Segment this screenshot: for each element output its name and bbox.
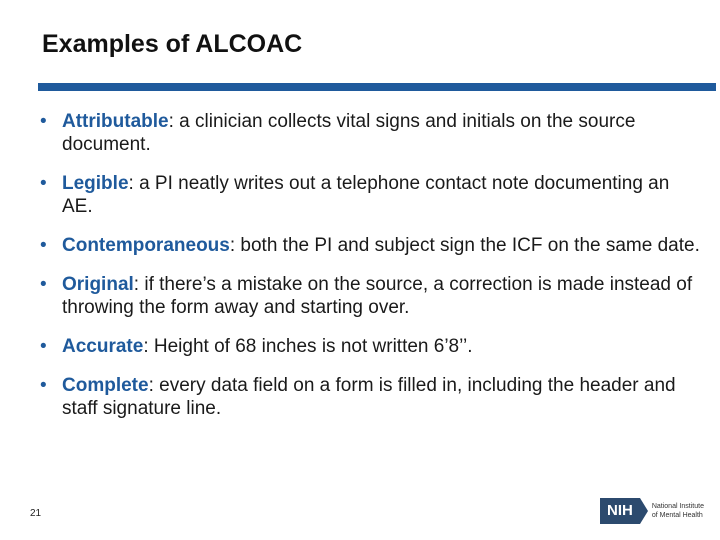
bullet-text: : a PI neatly writes out a telephone contact note documenting an AE. [62, 173, 670, 217]
bullet-term: Complete [62, 375, 149, 396]
bullet-text: : a clinician collects vital signs and initials on the source document. [62, 111, 636, 155]
slide-title: Examples of ALCOAC [42, 30, 303, 58]
bullet-text: : both the PI and subject sign the ICF on the same date. [229, 235, 700, 256]
bullet-text: : if there’s a mistake on the source, a correction is made instead of throwing the form away and starting over. [62, 274, 693, 318]
bullet-dot-icon: • [40, 336, 47, 357]
bullet-text: : every data field on a form is filled in, including the header and staff signature line. [62, 375, 676, 419]
bullet-dot-icon: • [40, 111, 47, 132]
nih-badge: NIH [600, 498, 640, 524]
bullet-legible [40, 172, 700, 218]
bullet-term: Attributable [62, 111, 169, 132]
bullet-dot-icon: • [40, 375, 47, 396]
bullet-complete [40, 374, 700, 420]
bullet-dot-icon: • [40, 274, 47, 295]
bullet-term: Contemporaneous [62, 235, 230, 256]
bullet-term: Legible [62, 173, 129, 194]
bullet-accurate [40, 335, 700, 358]
bullet-list [40, 110, 700, 436]
logo-line-2: of Mental Health [651, 512, 703, 519]
bullet-dot-icon: • [40, 173, 47, 194]
bullet-term: Accurate [62, 336, 144, 357]
nih-logo [600, 498, 714, 524]
slide-number: 21 [30, 508, 42, 519]
bullet-contemporaneous [40, 234, 700, 257]
bullet-attributable [40, 110, 700, 156]
bullet-original [40, 273, 700, 319]
title-divider [38, 83, 716, 91]
bullet-text: : Height of 68 inches is not written 6’8’’. [143, 336, 473, 357]
bullet-dot-icon: • [40, 235, 47, 256]
bullet-term: Original [62, 274, 134, 295]
logo-line-1: National Institute [651, 503, 704, 510]
logo-text [652, 502, 714, 520]
